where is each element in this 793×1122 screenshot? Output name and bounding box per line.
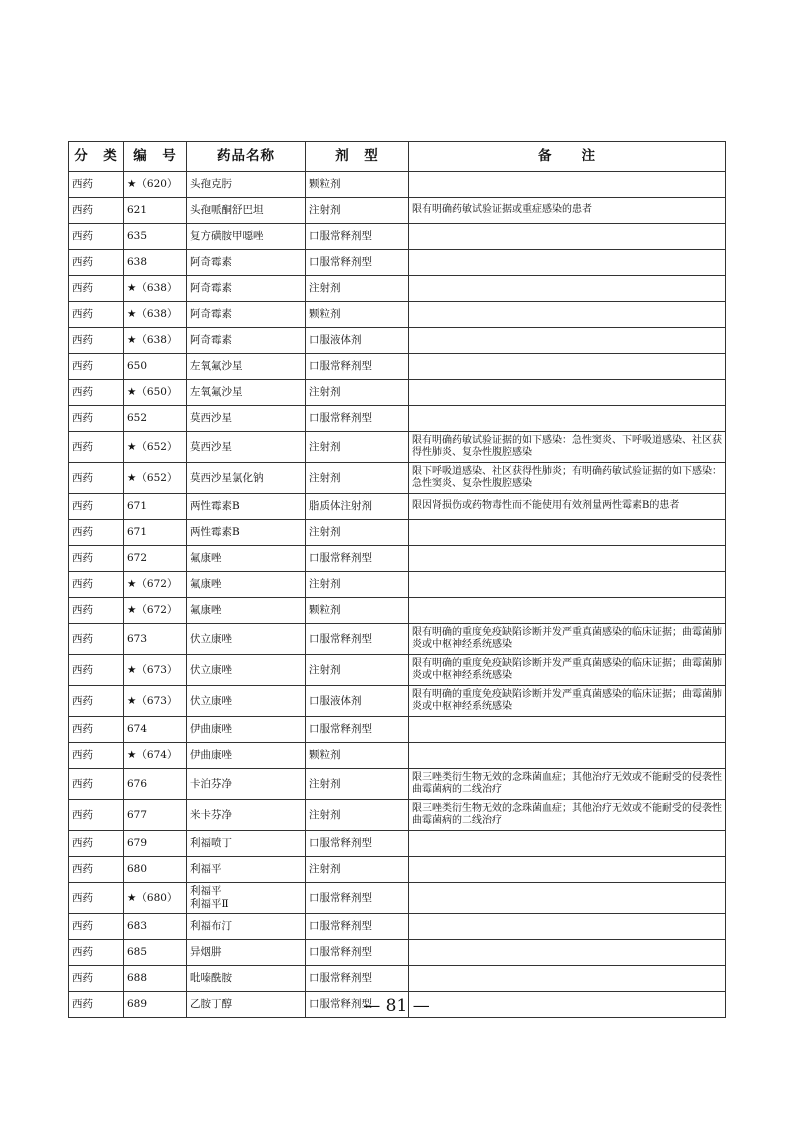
cell-number: 689 — [124, 992, 187, 1018]
cell-drug-name: 氟康唑 — [187, 598, 306, 624]
cell-remarks — [409, 940, 726, 966]
cell-dosage-form: 注射剂 — [306, 432, 409, 463]
cell-remarks — [409, 520, 726, 546]
cell-drug-name: 莫西沙星氯化钠 — [187, 463, 306, 494]
cell-drug-name: 卡泊芬净 — [187, 769, 306, 800]
cell-category: 西药 — [69, 354, 124, 380]
cell-dosage-form: 颗粒剂 — [306, 743, 409, 769]
cell-number: ★（638） — [124, 276, 187, 302]
cell-category: 西药 — [69, 432, 124, 463]
table-row — [69, 406, 726, 432]
cell-drug-name: 伏立康唑 — [187, 686, 306, 717]
cell-drug-name: 乙胺丁醇 — [187, 992, 306, 1018]
cell-dosage-form: 口服液体剂 — [306, 328, 409, 354]
cell-number: ★（680） — [124, 883, 187, 914]
cell-remarks — [409, 598, 726, 624]
header-remarks: 备 注 — [409, 142, 726, 172]
cell-remarks: 限有明确药敏试验证据或重症感染的患者 — [409, 198, 726, 224]
cell-drug-name: 利福平 利福平Ⅱ — [187, 883, 306, 914]
cell-remarks: 限有明确的重度免疫缺陷诊断并发严重真菌感染的临床证据；曲霉菌肺炎或中枢神经系统感染 — [409, 655, 726, 686]
cell-number: 652 — [124, 406, 187, 432]
cell-dosage-form: 注射剂 — [306, 857, 409, 883]
cell-dosage-form: 口服常释剂型 — [306, 914, 409, 940]
cell-category: 西药 — [69, 800, 124, 831]
cell-remarks: 限三唑类衍生物无效的念珠菌血症；其他治疗无效或不能耐受的侵袭性曲霉菌病的二线治疗 — [409, 769, 726, 800]
cell-category: 西药 — [69, 743, 124, 769]
cell-drug-name: 异烟肼 — [187, 940, 306, 966]
cell-number: ★（638） — [124, 328, 187, 354]
cell-dosage-form: 口服常释剂型 — [306, 831, 409, 857]
table-row — [69, 546, 726, 572]
cell-dosage-form: 口服常释剂型 — [306, 717, 409, 743]
table-row — [69, 224, 726, 250]
cell-drug-name: 阿奇霉素 — [187, 250, 306, 276]
cell-category: 西药 — [69, 520, 124, 546]
cell-dosage-form: 口服常释剂型 — [306, 624, 409, 655]
cell-category: 西药 — [69, 831, 124, 857]
table-row — [69, 857, 726, 883]
table-body — [69, 172, 726, 1018]
cell-drug-name: 伏立康唑 — [187, 655, 306, 686]
cell-number: 688 — [124, 966, 187, 992]
cell-dosage-form: 颗粒剂 — [306, 302, 409, 328]
cell-drug-name: 两性霉素B — [187, 520, 306, 546]
cell-dosage-form: 注射剂 — [306, 655, 409, 686]
cell-remarks — [409, 302, 726, 328]
cell-dosage-form: 脂质体注射剂 — [306, 494, 409, 520]
table-row — [69, 769, 726, 800]
cell-remarks — [409, 276, 726, 302]
table-row — [69, 172, 726, 198]
cell-category: 西药 — [69, 857, 124, 883]
cell-number: 674 — [124, 717, 187, 743]
cell-number: ★（673） — [124, 686, 187, 717]
cell-drug-name: 伊曲康唑 — [187, 743, 306, 769]
cell-remarks — [409, 354, 726, 380]
cell-drug-name: 利福喷丁 — [187, 831, 306, 857]
cell-remarks — [409, 250, 726, 276]
cell-category: 西药 — [69, 328, 124, 354]
drug-catalog-table — [68, 141, 726, 1018]
cell-dosage-form: 口服常释剂型 — [306, 966, 409, 992]
cell-dosage-form: 口服常释剂型 — [306, 354, 409, 380]
cell-number: 685 — [124, 940, 187, 966]
cell-number: 635 — [124, 224, 187, 250]
cell-category: 西药 — [69, 546, 124, 572]
cell-drug-name: 阿奇霉素 — [187, 276, 306, 302]
cell-drug-name: 莫西沙星 — [187, 432, 306, 463]
cell-remarks: 限有明确的重度免疫缺陷诊断并发严重真菌感染的临床证据；曲霉菌肺炎或中枢神经系统感染 — [409, 624, 726, 655]
table-header-row — [69, 142, 726, 172]
cell-dosage-form: 口服液体剂 — [306, 686, 409, 717]
cell-remarks — [409, 743, 726, 769]
table-row — [69, 572, 726, 598]
header-dosage-form: 剂 型 — [306, 142, 409, 172]
table-row — [69, 598, 726, 624]
cell-category: 西药 — [69, 992, 124, 1018]
table-row — [69, 380, 726, 406]
cell-number: 673 — [124, 624, 187, 655]
cell-number: ★（650） — [124, 380, 187, 406]
table-row — [69, 463, 726, 494]
cell-category: 西药 — [69, 914, 124, 940]
table-row — [69, 432, 726, 463]
cell-drug-name: 利福布汀 — [187, 914, 306, 940]
cell-drug-name: 头孢克肟 — [187, 172, 306, 198]
table-row — [69, 302, 726, 328]
cell-category: 西药 — [69, 224, 124, 250]
page-number: — 81 — — [363, 996, 430, 1016]
cell-dosage-form: 口服常释剂型 — [306, 546, 409, 572]
header-drug-name: 药品名称 — [187, 142, 306, 172]
cell-category: 西药 — [69, 494, 124, 520]
cell-category: 西药 — [69, 769, 124, 800]
cell-dosage-form: 口服常释剂型 — [306, 883, 409, 914]
cell-drug-name: 复方磺胺甲噁唑 — [187, 224, 306, 250]
cell-remarks: 限有明确的重度免疫缺陷诊断并发严重真菌感染的临床证据；曲霉菌肺炎或中枢神经系统感染 — [409, 686, 726, 717]
cell-drug-name: 氟康唑 — [187, 572, 306, 598]
cell-category: 西药 — [69, 624, 124, 655]
cell-number: 677 — [124, 800, 187, 831]
cell-category: 西药 — [69, 883, 124, 914]
cell-dosage-form: 注射剂 — [306, 520, 409, 546]
cell-dosage-form: 口服常释剂型 — [306, 224, 409, 250]
cell-number: ★（652） — [124, 432, 187, 463]
table-row — [69, 250, 726, 276]
cell-number: ★（672） — [124, 598, 187, 624]
cell-drug-name: 左氧氟沙星 — [187, 354, 306, 380]
cell-category: 西药 — [69, 717, 124, 743]
cell-number: 638 — [124, 250, 187, 276]
cell-dosage-form: 口服常释剂型 — [306, 250, 409, 276]
cell-category: 西药 — [69, 686, 124, 717]
cell-number: ★（672） — [124, 572, 187, 598]
cell-remarks — [409, 328, 726, 354]
cell-number: 671 — [124, 494, 187, 520]
cell-remarks — [409, 883, 726, 914]
cell-drug-name: 吡嗪酰胺 — [187, 966, 306, 992]
cell-drug-name: 头孢哌酮舒巴坦 — [187, 198, 306, 224]
cell-dosage-form: 注射剂 — [306, 463, 409, 494]
cell-category: 西药 — [69, 380, 124, 406]
cell-category: 西药 — [69, 250, 124, 276]
cell-drug-name: 伏立康唑 — [187, 624, 306, 655]
table-row — [69, 686, 726, 717]
cell-number: 672 — [124, 546, 187, 572]
table-row — [69, 883, 726, 914]
cell-category: 西药 — [69, 655, 124, 686]
cell-category: 西药 — [69, 406, 124, 432]
cell-remarks — [409, 572, 726, 598]
cell-drug-name: 氟康唑 — [187, 546, 306, 572]
table-row — [69, 940, 726, 966]
cell-remarks: 限有明确药敏试验证据的如下感染：急性窦炎、下呼吸道感染、社区获得性肺炎、复杂性腹腔感染 — [409, 432, 726, 463]
cell-dosage-form: 注射剂 — [306, 572, 409, 598]
cell-dosage-form: 口服常释剂型 — [306, 992, 409, 1018]
cell-remarks — [409, 224, 726, 250]
cell-remarks — [409, 966, 726, 992]
table-row — [69, 966, 726, 992]
table-row — [69, 914, 726, 940]
cell-remarks — [409, 717, 726, 743]
cell-drug-name: 伊曲康唑 — [187, 717, 306, 743]
table-row — [69, 328, 726, 354]
cell-category: 西药 — [69, 302, 124, 328]
table-row — [69, 717, 726, 743]
cell-remarks: 限因肾损伤或药物毒性而不能使用有效剂量两性霉素B的患者 — [409, 494, 726, 520]
cell-remarks — [409, 857, 726, 883]
header-number: 编 号 — [124, 142, 187, 172]
cell-dosage-form: 颗粒剂 — [306, 172, 409, 198]
header-category: 分 类 — [69, 142, 124, 172]
cell-category: 西药 — [69, 172, 124, 198]
cell-drug-name: 两性霉素B — [187, 494, 306, 520]
cell-category: 西药 — [69, 966, 124, 992]
cell-dosage-form: 注射剂 — [306, 198, 409, 224]
cell-category: 西药 — [69, 463, 124, 494]
table-row — [69, 198, 726, 224]
cell-dosage-form: 颗粒剂 — [306, 598, 409, 624]
cell-dosage-form: 注射剂 — [306, 769, 409, 800]
cell-number: ★（673） — [124, 655, 187, 686]
cell-remarks: 限三唑类衍生物无效的念珠菌血症；其他治疗无效或不能耐受的侵袭性曲霉菌病的二线治疗 — [409, 800, 726, 831]
cell-category: 西药 — [69, 598, 124, 624]
cell-drug-name: 阿奇霉素 — [187, 302, 306, 328]
cell-drug-name: 莫西沙星 — [187, 406, 306, 432]
table-row — [69, 831, 726, 857]
cell-remarks — [409, 406, 726, 432]
table-row — [69, 624, 726, 655]
table-row — [69, 354, 726, 380]
cell-category: 西药 — [69, 198, 124, 224]
table-row — [69, 800, 726, 831]
cell-number: 650 — [124, 354, 187, 380]
table-row — [69, 743, 726, 769]
table-row — [69, 276, 726, 302]
cell-number: ★（652） — [124, 463, 187, 494]
cell-number: 679 — [124, 831, 187, 857]
cell-remarks — [409, 914, 726, 940]
cell-dosage-form: 注射剂 — [306, 800, 409, 831]
cell-number: 671 — [124, 520, 187, 546]
cell-remarks — [409, 831, 726, 857]
cell-dosage-form: 注射剂 — [306, 276, 409, 302]
cell-category: 西药 — [69, 276, 124, 302]
cell-number: 676 — [124, 769, 187, 800]
cell-drug-name: 阿奇霉素 — [187, 328, 306, 354]
cell-category: 西药 — [69, 940, 124, 966]
cell-number: ★（638） — [124, 302, 187, 328]
cell-dosage-form: 口服常释剂型 — [306, 406, 409, 432]
cell-dosage-form: 口服常释剂型 — [306, 940, 409, 966]
cell-drug-name: 左氧氟沙星 — [187, 380, 306, 406]
cell-remarks — [409, 172, 726, 198]
cell-number: 621 — [124, 198, 187, 224]
cell-category: 西药 — [69, 572, 124, 598]
cell-number: ★（620） — [124, 172, 187, 198]
cell-drug-name: 米卡芬净 — [187, 800, 306, 831]
cell-number: 680 — [124, 857, 187, 883]
cell-dosage-form: 注射剂 — [306, 380, 409, 406]
cell-drug-name: 利福平 — [187, 857, 306, 883]
table-row — [69, 520, 726, 546]
cell-remarks — [409, 380, 726, 406]
cell-remarks — [409, 546, 726, 572]
table-row — [69, 494, 726, 520]
cell-remarks: 限下呼吸道感染、社区获得性肺炎；有明确药敏试验证据的如下感染：急性窦炎、复杂性腹腔感染 — [409, 463, 726, 494]
table-row — [69, 655, 726, 686]
cell-number: ★（674） — [124, 743, 187, 769]
cell-number: 683 — [124, 914, 187, 940]
